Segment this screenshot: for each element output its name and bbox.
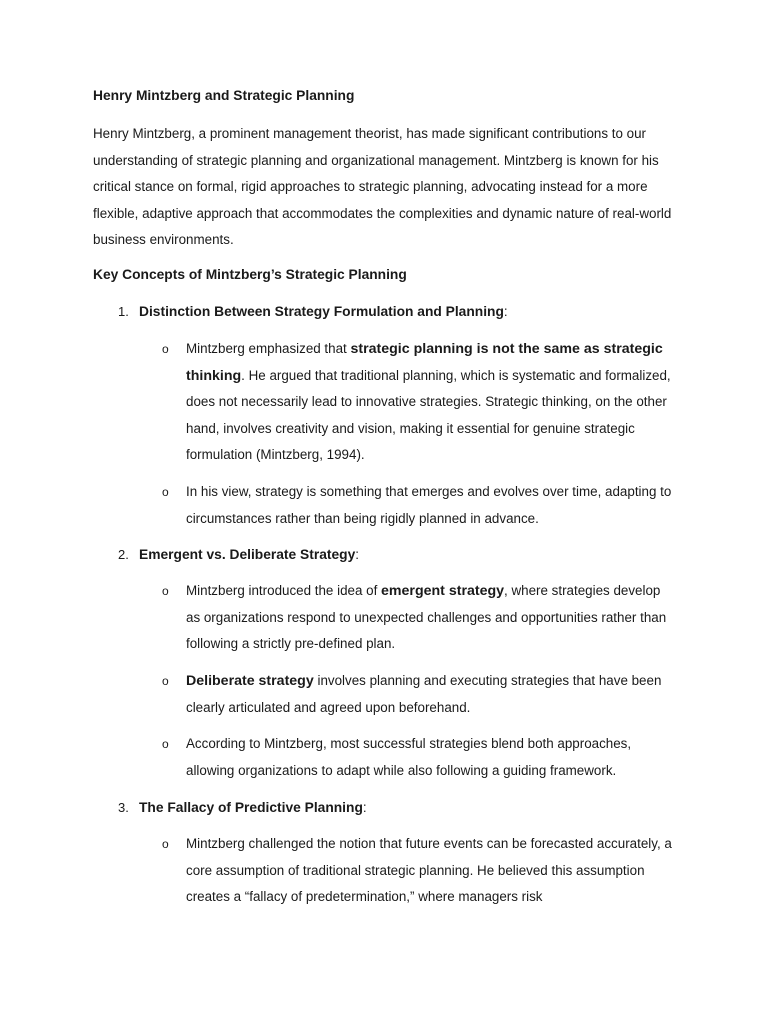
bullet-marker: o [162, 674, 169, 688]
list-item [162, 668, 674, 721]
item-heading: Emergent vs. Deliberate Strategy [139, 547, 356, 562]
bullet-marker: o [162, 485, 169, 499]
bold-phrase: emergent strategy [381, 583, 505, 599]
bullet-text: According to Mintzberg, most successful strategies blend both approaches, allowing organizations to adapt while also following a guiding framework. [186, 736, 632, 778]
item-number: 2. [118, 547, 129, 562]
section-heading: Key Concepts of Mintzberg’s Strategic Planning [93, 267, 407, 282]
list-item [162, 831, 674, 911]
list-item [162, 731, 674, 784]
bullet-text: Mintzberg emphasized that strategic planning is not the same as strategic thinking. He argued that traditional planning, which is systematic and formalized, does not necessarily lead to innovative strategies. Strategic thinking, on the other hand, involves creativity and vision, making it essential for genuine strategic formulation (Mintzberg, 1994). [186, 341, 671, 463]
bullet-text: Mintzberg challenged the notion that future events can be forecasted accurately, a core assumption of traditional strategic planning. He believed this assumption creates a “fallacy of predetermination,” where managers risk [186, 836, 672, 905]
bullet-text: Deliberate strategy involves planning and executing strategies that have been clearly articulated and agreed upon beforehand. [186, 673, 662, 715]
list-item [162, 578, 674, 658]
item-colon: : [362, 800, 367, 815]
bold-phrase: Deliberate strategy [186, 673, 314, 689]
item-colon: : [355, 547, 359, 562]
list-item [162, 479, 674, 532]
bullet-marker: o [162, 837, 169, 851]
intro-paragraph: Henry Mintzberg, a prominent management theorist, has made significant contributions to our understanding of strategic planning and organizational management. Mintzberg is known for his critical stance on formal, rigid approaches to strategic planning, advocating instead for a more flexible, adaptive approach that accommodates the complexities and dynamic nature of real-world business environments. [93, 126, 672, 248]
numbered-item-1 [118, 302, 508, 322]
bullet-text: Mintzberg introduced the idea of emergent strategy, where strategies develop as organizations respond to unexpected challenges and opportunities rather than following a strictly pre-defined plan. [186, 583, 667, 652]
item-heading: The Fallacy of Predictive Planning [139, 800, 363, 815]
document-title: Henry Mintzberg and Strategic Planning [93, 88, 355, 103]
item-heading: Distinction Between Strategy Formulation and Planning [139, 304, 504, 319]
bold-phrase: strategic planning is not the same as strategic thinking [186, 341, 663, 384]
list-item [162, 336, 674, 469]
bullet-marker: o [162, 737, 169, 751]
item-number: 3. [118, 800, 129, 815]
bullet-marker: o [162, 584, 169, 598]
item-number: 1. [118, 304, 129, 319]
numbered-item-3 [118, 798, 367, 818]
item-colon: : [503, 304, 508, 319]
bullet-text: In his view, strategy is something that emerges and evolves over time, adapting to circumstances rather than being rigidly planned in advance. [186, 484, 672, 526]
bullet-marker: o [162, 342, 169, 356]
numbered-item-2 [118, 545, 359, 565]
